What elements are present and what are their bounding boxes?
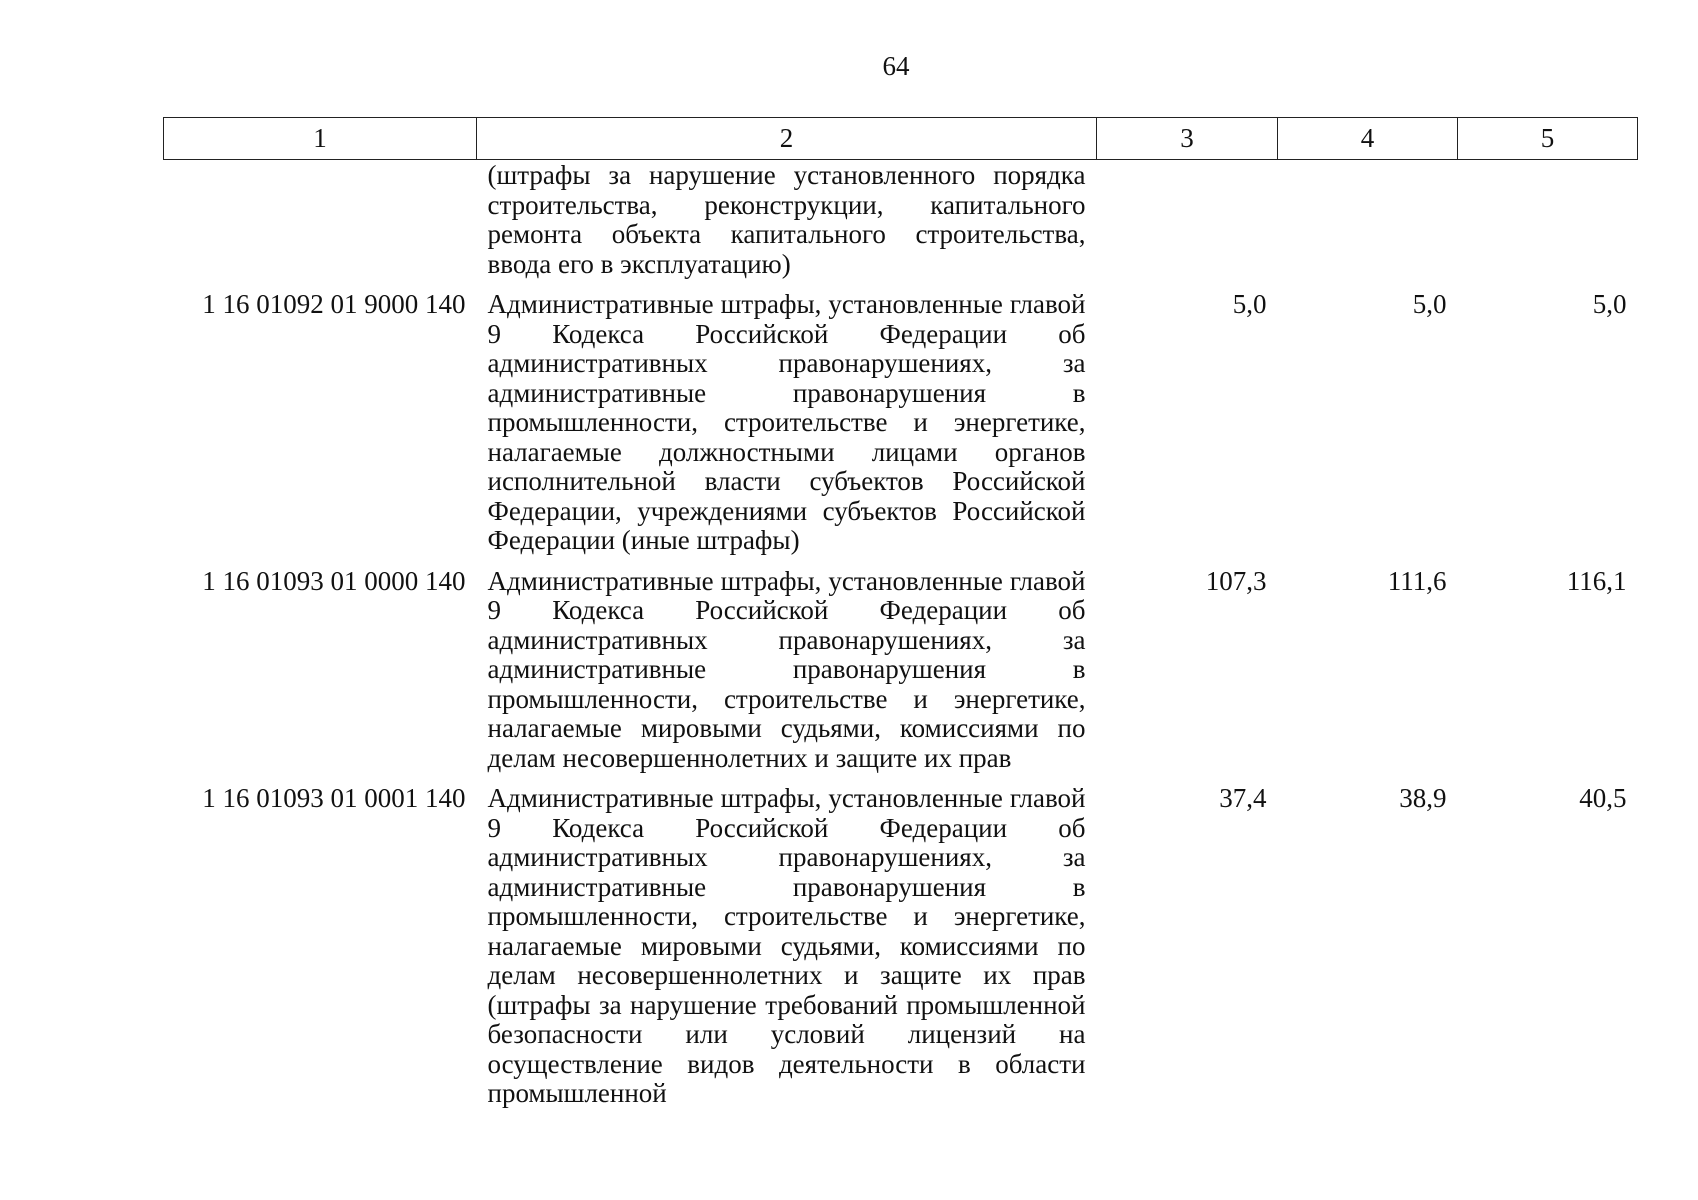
table-row — [164, 556, 1638, 774]
description-cell: (штрафы за нарушение установленного порядка строительства, реконструкции, капитального ремонта объекта капитального строительства, ввода его в эксплуатацию) — [487, 160, 1086, 279]
description-cell: Административные штрафы, установленные главой 9 Кодекса Российской Федерации об административных правонарушениях, за административные правонарушения в промышленности, строительстве и энергетике, налагаемые должностными лицами органов исполнительной власти субъектов Российской Федерации, учреждениями субъектов Российской Федерации (иные штрафы) — [487, 289, 1086, 555]
header-col-4: 4 — [1278, 118, 1458, 160]
table-row — [164, 773, 1638, 1109]
code-cell: 1 16 01092 01 9000 140 — [202, 289, 466, 319]
description-cell: Административные штрафы, установленные главой 9 Кодекса Российской Федерации об административных правонарушениях, за административные правонарушения в промышленности, строительстве и энергетике, налагаемые мировыми судьями, комиссиями по делам несовершеннолетних и защите их прав (штрафы за нарушение требований промышленной безопасности или условий лицензий на осуществление видов деятельности в области промышленной — [487, 783, 1086, 1108]
header-col-1: 1 — [164, 118, 477, 160]
table-row — [164, 279, 1638, 556]
value-col-5 — [1458, 160, 1638, 280]
table-header — [164, 118, 1638, 160]
table-body — [164, 160, 1638, 1109]
table-row — [164, 160, 1638, 280]
value-col-5: 5,0 — [1592, 289, 1627, 319]
value-col-5: 116,1 — [1566, 565, 1627, 596]
budget-table — [163, 117, 1638, 1109]
value-col-3 — [1097, 160, 1278, 280]
value-col-3: 107,3 — [1205, 565, 1267, 596]
value-col-3: 5,0 — [1232, 289, 1267, 319]
page-number: 64 — [882, 51, 910, 81]
header-col-3: 3 — [1097, 118, 1278, 160]
value-col-4: 38,9 — [1399, 783, 1447, 813]
value-col-4 — [1278, 160, 1458, 280]
code-cell: 1 16 01093 01 0000 140 — [202, 565, 466, 596]
value-col-4: 5,0 — [1412, 289, 1447, 319]
value-col-3: 37,4 — [1219, 783, 1267, 813]
value-col-4: 111,6 — [1387, 565, 1447, 596]
code-cell — [164, 160, 477, 280]
code-cell: 1 16 01093 01 0001 140 — [202, 783, 466, 813]
header-col-2: 2 — [477, 118, 1097, 160]
description-cell: Административные штрафы, установленные главой 9 Кодекса Российской Федерации об административных правонарушениях, за административные правонарушения в промышленности, строительстве и энергетике, налагаемые мировыми судьями, комиссиями по делам несовершеннолетних и защите их прав — [487, 565, 1086, 773]
header-col-5: 5 — [1458, 118, 1638, 160]
value-col-5: 40,5 — [1579, 783, 1627, 813]
header-row — [164, 118, 1638, 160]
